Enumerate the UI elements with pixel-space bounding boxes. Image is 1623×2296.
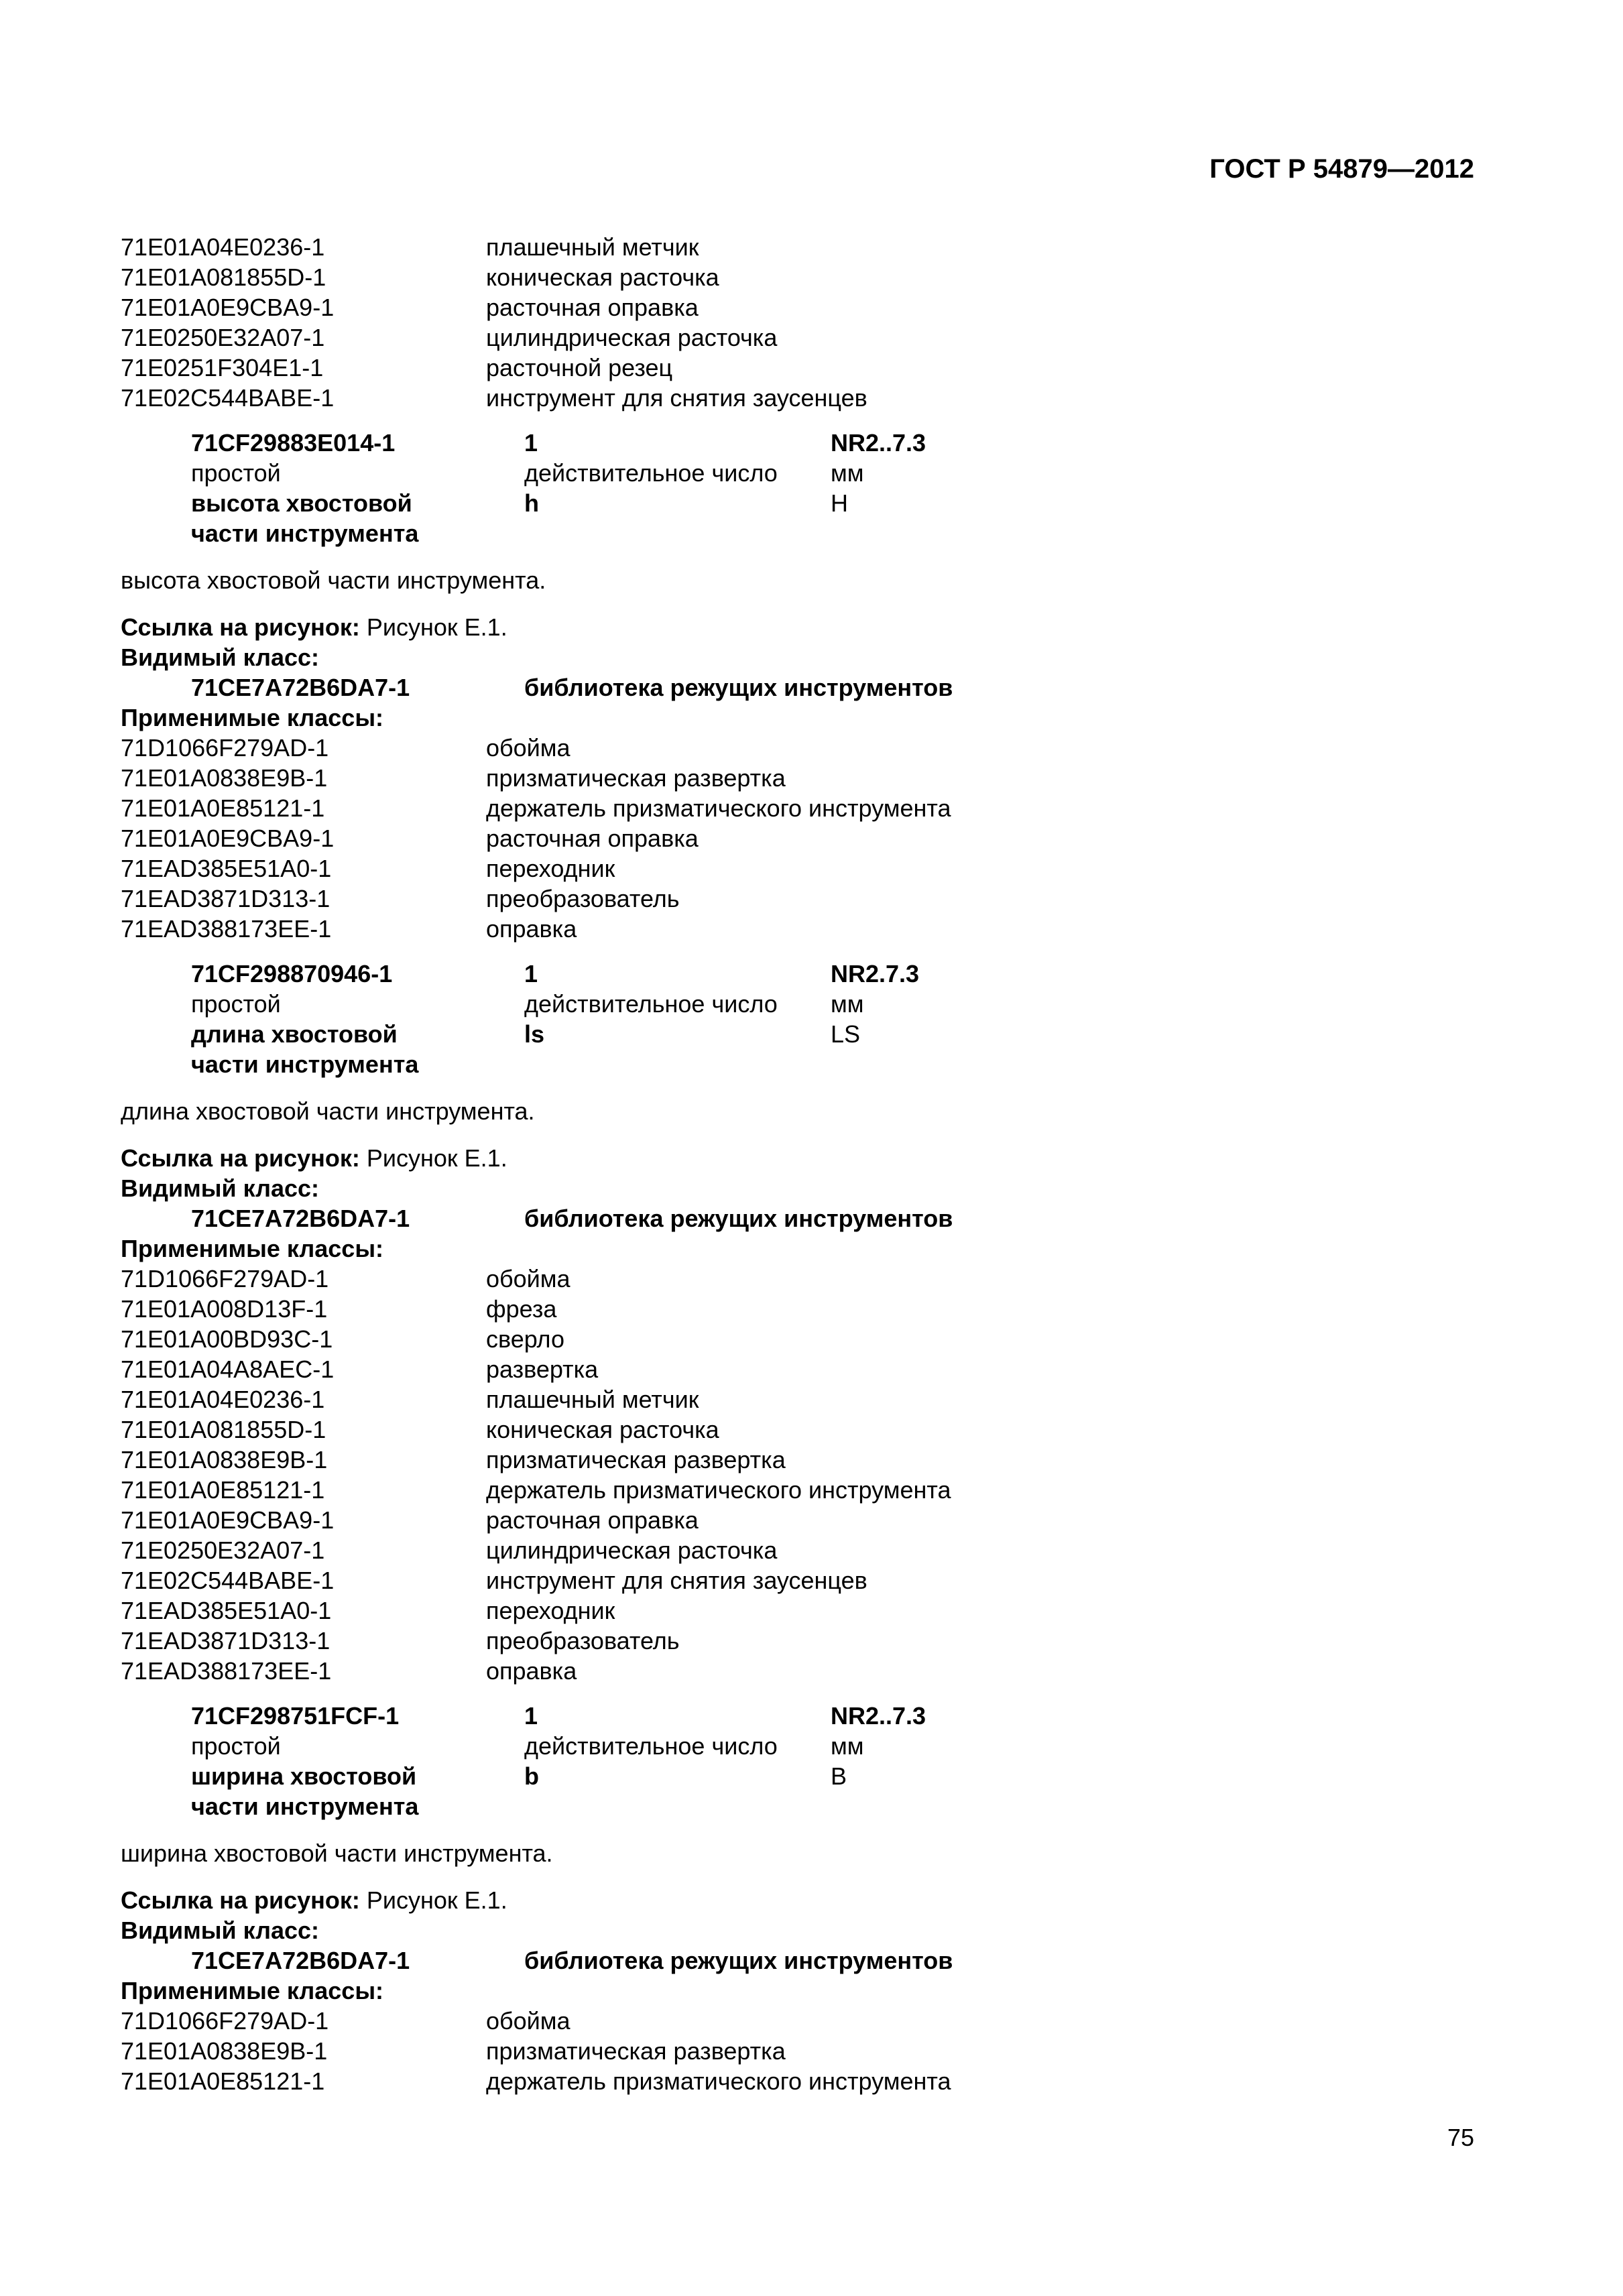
list-item bbox=[121, 1656, 1475, 1686]
list-item bbox=[121, 1354, 1475, 1384]
list-item bbox=[121, 383, 1475, 413]
visible-class-code: 71CE7A72B6DA7-1 bbox=[191, 674, 410, 701]
property-definition: длина хвостовой части инструмента. bbox=[121, 1097, 535, 1125]
class-code: 71E01A0E9CBA9-1 bbox=[121, 294, 335, 321]
class-name: расточная оправка bbox=[486, 825, 699, 852]
class-code: 71EAD388173EE-1 bbox=[121, 1657, 332, 1685]
list-item bbox=[121, 322, 1475, 353]
class-code: 71E02C544BABE-1 bbox=[121, 1567, 335, 1594]
class-code: 71EAD385E51A0-1 bbox=[121, 855, 332, 882]
visible-class-code: 71CE7A72B6DA7-1 bbox=[191, 1947, 410, 1974]
class-list bbox=[121, 2006, 1475, 2096]
class-code: 71EAD388173EE-1 bbox=[121, 915, 332, 943]
property-name-cont: части инструмента bbox=[191, 1793, 419, 1820]
property-version: 1 bbox=[524, 429, 538, 457]
figure-reference bbox=[121, 1885, 1475, 1915]
property-name: ширина хвостовой bbox=[191, 1762, 417, 1790]
class-code: 71E01A081855D-1 bbox=[121, 1416, 326, 1443]
class-name: плашечный метчик bbox=[486, 233, 699, 261]
class-code: 71E01A0E85121-1 bbox=[121, 2067, 325, 2095]
class-name: развертка bbox=[486, 1355, 599, 1383]
class-name: переходник bbox=[486, 1597, 615, 1624]
list-item bbox=[121, 2006, 1475, 2036]
property-block-length bbox=[121, 959, 1475, 1079]
applicable-classes-label: Применимые классы: bbox=[121, 704, 384, 731]
visible-class bbox=[121, 1945, 1475, 1976]
property-code: 71CF298870946-1 bbox=[191, 960, 393, 987]
list-item bbox=[121, 232, 1475, 262]
property-block-height bbox=[121, 428, 1475, 548]
class-code: 71E01A0E9CBA9-1 bbox=[121, 1506, 335, 1534]
class-code: 71E01A04E0236-1 bbox=[121, 1386, 325, 1413]
class-code: 71E01A00BD93C-1 bbox=[121, 1325, 333, 1353]
property-kind: простой bbox=[191, 459, 281, 487]
class-name: преобразователь bbox=[486, 885, 680, 912]
property-symbol: h bbox=[524, 489, 539, 517]
class-name: цилиндрическая расточка bbox=[486, 1536, 778, 1564]
class-code: 71E01A0838E9B-1 bbox=[121, 1446, 328, 1473]
class-name: расточная оправка bbox=[486, 1506, 699, 1534]
list-item bbox=[121, 1324, 1475, 1354]
property-kind: простой bbox=[191, 1732, 281, 1760]
class-name: фреза bbox=[486, 1295, 557, 1323]
list-item bbox=[121, 823, 1475, 853]
property-format: NR2..7.3 bbox=[831, 1702, 926, 1730]
class-code: 71EAD3871D313-1 bbox=[121, 885, 330, 912]
property-format: NR2.7.3 bbox=[831, 960, 920, 987]
class-code: 71E01A081855D-1 bbox=[121, 263, 326, 291]
class-name: переходник bbox=[486, 855, 615, 882]
class-name: держатель призматического инструмента bbox=[486, 2067, 951, 2095]
class-list bbox=[121, 733, 1475, 944]
applicable-classes-label: Применимые классы: bbox=[121, 1977, 384, 2004]
figure-ref-label: Ссылка на рисунок: bbox=[121, 1144, 360, 1172]
property-datatype: действительное число bbox=[524, 990, 778, 1018]
list-item bbox=[121, 1294, 1475, 1324]
property-datatype: действительное число bbox=[524, 459, 778, 487]
list-item bbox=[121, 292, 1475, 322]
class-code: 71D1066F279AD-1 bbox=[121, 1265, 329, 1292]
document-header: ГОСТ Р 54879—2012 bbox=[1209, 154, 1474, 184]
property-unit: мм bbox=[831, 1732, 864, 1760]
applicable-classes-label: Применимые классы: bbox=[121, 1235, 384, 1262]
class-name: призматическая развертка bbox=[486, 1446, 786, 1473]
document-content bbox=[121, 232, 1475, 2096]
class-code: 71E0251F304E1-1 bbox=[121, 354, 324, 381]
property-short-name: H bbox=[831, 489, 848, 517]
list-item bbox=[121, 2036, 1475, 2066]
list-item bbox=[121, 733, 1475, 763]
property-kind: простой bbox=[191, 990, 281, 1018]
property-name: длина хвостовой bbox=[191, 1020, 398, 1048]
list-item bbox=[121, 353, 1475, 383]
list-item bbox=[121, 763, 1475, 793]
class-code: 71E01A04A8AEC-1 bbox=[121, 1355, 335, 1383]
property-definition: ширина хвостовой части инструмента. bbox=[121, 1839, 553, 1867]
class-name: призматическая развертка bbox=[486, 764, 786, 792]
list-item bbox=[121, 2066, 1475, 2096]
class-list-top bbox=[121, 232, 1475, 413]
class-code: 71D1066F279AD-1 bbox=[121, 734, 329, 762]
class-list bbox=[121, 1264, 1475, 1686]
class-name: держатель призматического инструмента bbox=[486, 794, 951, 822]
class-name: коническая расточка bbox=[486, 263, 719, 291]
property-datatype: действительное число bbox=[524, 1732, 778, 1760]
property-name-cont: части инструмента bbox=[191, 520, 419, 547]
class-name: держатель призматического инструмента bbox=[486, 1476, 951, 1504]
property-definition: высота хвостовой части инструмента. bbox=[121, 566, 546, 594]
class-name: оправка bbox=[486, 1657, 577, 1685]
page-number: 75 bbox=[1447, 2124, 1474, 2151]
class-code: 71E01A008D13F-1 bbox=[121, 1295, 328, 1323]
class-code: 71E0250E32A07-1 bbox=[121, 1536, 325, 1564]
list-item bbox=[121, 1505, 1475, 1535]
list-item bbox=[121, 1565, 1475, 1595]
class-name: обойма bbox=[486, 734, 570, 762]
property-name: высота хвостовой bbox=[191, 489, 412, 517]
visible-class-label: Видимый класс: bbox=[121, 1174, 319, 1202]
class-code: 71EAD385E51A0-1 bbox=[121, 1597, 332, 1624]
class-name: цилиндрическая расточка bbox=[486, 324, 778, 351]
visible-class bbox=[121, 1203, 1475, 1233]
property-code: 71CF29883E014-1 bbox=[191, 429, 396, 457]
visible-class-code: 71CE7A72B6DA7-1 bbox=[191, 1205, 410, 1232]
class-name: инструмент для снятия заусенцев bbox=[486, 1567, 867, 1594]
figure-ref-label: Ссылка на рисунок: bbox=[121, 613, 360, 641]
class-code: 71E01A0E85121-1 bbox=[121, 1476, 325, 1504]
class-code: 71E02C544BABE-1 bbox=[121, 384, 335, 412]
property-code: 71CF298751FCF-1 bbox=[191, 1702, 400, 1730]
class-code: 71D1066F279AD-1 bbox=[121, 2007, 329, 2035]
property-format: NR2..7.3 bbox=[831, 429, 926, 457]
class-name: расточной резец bbox=[486, 354, 673, 381]
class-code: 71E01A0E9CBA9-1 bbox=[121, 825, 335, 852]
property-short-name: B bbox=[831, 1762, 847, 1790]
visible-class bbox=[121, 672, 1475, 703]
visible-class-label: Видимый класс: bbox=[121, 644, 319, 671]
class-name: преобразователь bbox=[486, 1627, 680, 1654]
list-item bbox=[121, 1475, 1475, 1505]
property-version: 1 bbox=[524, 1702, 538, 1730]
class-code: 71E01A0838E9B-1 bbox=[121, 764, 328, 792]
visible-class-name: библиотека режущих инструментов bbox=[524, 1205, 953, 1232]
class-code: 71E01A04E0236-1 bbox=[121, 233, 325, 261]
property-unit: мм bbox=[831, 990, 864, 1018]
property-symbol: b bbox=[524, 1762, 539, 1790]
class-name: инструмент для снятия заусенцев bbox=[486, 384, 867, 412]
class-name: расточная оправка bbox=[486, 294, 699, 321]
visible-class-name: библиотека режущих инструментов bbox=[524, 1947, 953, 1974]
class-code: 71E0250E32A07-1 bbox=[121, 324, 325, 351]
figure-reference bbox=[121, 612, 1475, 642]
figure-reference bbox=[121, 1143, 1475, 1173]
list-item bbox=[121, 1535, 1475, 1565]
class-name: обойма bbox=[486, 2007, 570, 2035]
list-item bbox=[121, 793, 1475, 823]
property-name-cont: части инструмента bbox=[191, 1050, 419, 1078]
list-item bbox=[121, 884, 1475, 914]
figure-ref-value: Рисунок Е.1. bbox=[359, 613, 507, 641]
class-name: обойма bbox=[486, 1265, 570, 1292]
visible-class-label: Видимый класс: bbox=[121, 1917, 319, 1944]
list-item bbox=[121, 1595, 1475, 1626]
figure-ref-label: Ссылка на рисунок: bbox=[121, 1886, 360, 1914]
property-symbol: ls bbox=[524, 1020, 545, 1048]
class-code: 71EAD3871D313-1 bbox=[121, 1627, 330, 1654]
class-code: 71E01A0838E9B-1 bbox=[121, 2037, 328, 2065]
class-code: 71E01A0E85121-1 bbox=[121, 794, 325, 822]
property-unit: мм bbox=[831, 459, 864, 487]
class-name: призматическая развертка bbox=[486, 2037, 786, 2065]
property-short-name: LS bbox=[831, 1020, 861, 1048]
list-item bbox=[121, 1414, 1475, 1445]
visible-class-name: библиотека режущих инструментов bbox=[524, 674, 953, 701]
list-item bbox=[121, 1384, 1475, 1414]
class-name: сверло bbox=[486, 1325, 564, 1353]
figure-ref-value: Рисунок Е.1. bbox=[359, 1886, 507, 1914]
property-block-width bbox=[121, 1701, 1475, 1821]
list-item bbox=[121, 1445, 1475, 1475]
figure-ref-value: Рисунок Е.1. bbox=[359, 1144, 507, 1172]
list-item bbox=[121, 1264, 1475, 1294]
list-item bbox=[121, 853, 1475, 884]
property-version: 1 bbox=[524, 960, 538, 987]
class-name: плашечный метчик bbox=[486, 1386, 699, 1413]
list-item bbox=[121, 1626, 1475, 1656]
list-item bbox=[121, 262, 1475, 292]
class-name: оправка bbox=[486, 915, 577, 943]
list-item bbox=[121, 914, 1475, 944]
class-name: коническая расточка bbox=[486, 1416, 719, 1443]
